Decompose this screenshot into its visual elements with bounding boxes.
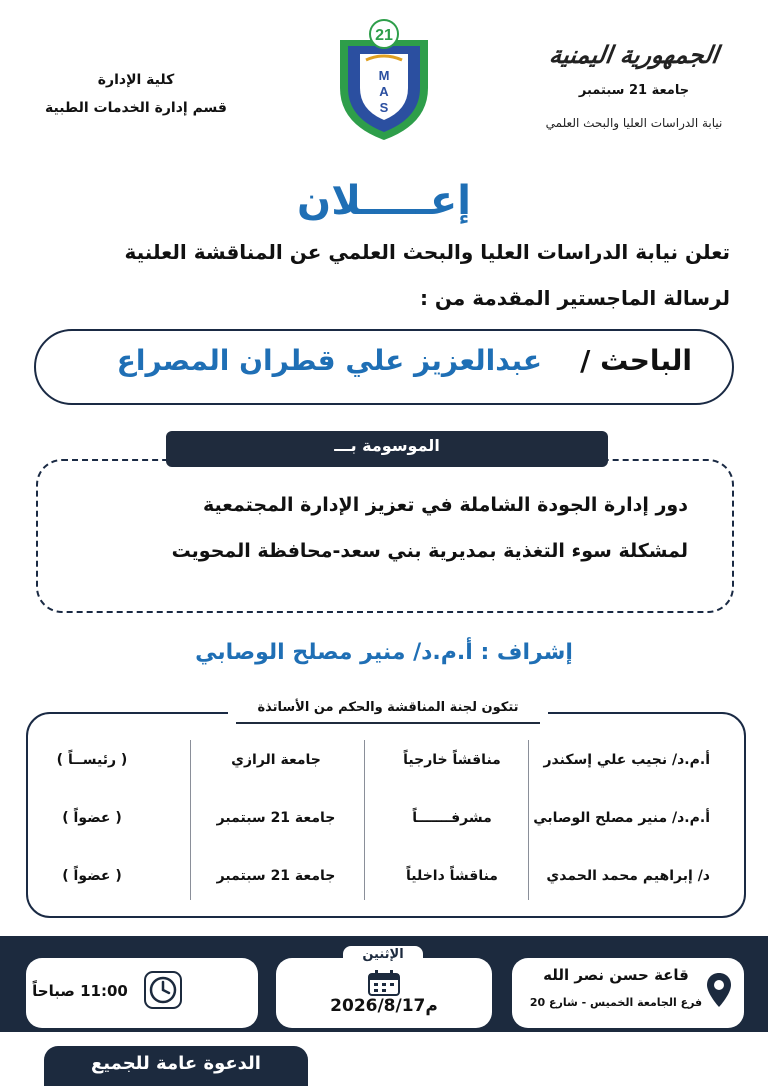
announcement-intro-line2: لرسالة الماجستير المقدمة من : [419, 286, 730, 310]
republic-calligraphy: الجمهورية اليمنية [547, 40, 721, 69]
calendar-icon [368, 970, 400, 996]
announcement-intro-line1: تعلن نيابة الدراسات العليا والبحث العلمي عن المناقشة العلنية [124, 240, 730, 264]
committee-title: تتكون لجنة المناقشة والحكم من الأساتذة [257, 700, 519, 715]
clock-icon [144, 971, 182, 1009]
location-pin-icon [706, 972, 732, 1008]
thesis-title-line2: لمشكلة سوء التغذية بمديرية بني سعد-محافظة المحويت [171, 540, 688, 562]
university-logo [330, 18, 438, 144]
vice-presidency-name: نيابة الدراسات العليا والبحث العلمي [545, 116, 723, 130]
committee-member-university: جامعة 21 سبتمبر [216, 868, 336, 884]
supervision-line: إشراف : أ.م.د/ منير مصلح الوصابي [195, 640, 573, 665]
thesis-tab-label: الموسومة بـــ [334, 436, 440, 455]
event-date: 2026/8/17م [330, 996, 438, 1016]
header-institution [534, 40, 734, 130]
researcher-name: عبدالعزيز علي قطران المصراع [116, 344, 542, 377]
university-name: جامعة 21 سبتمبر [578, 83, 690, 98]
college-name: كلية الإدارة [97, 72, 175, 88]
committee-member-name: أ.م.د/ نجيب علي إسكندر [543, 752, 710, 768]
committee-divider [528, 740, 529, 900]
logo-letter-s: S [379, 100, 389, 115]
logo-letter-m: M [378, 68, 390, 83]
committee-member-role: مشرفـــــــاً [412, 810, 492, 826]
committee-member-role: مناقشاً خارجياً [403, 752, 501, 768]
invitation-text: الدعوة عامة للجميع [91, 1053, 261, 1074]
department-name: قسم إدارة الخدمات الطبية [45, 100, 227, 116]
committee-member-university: جامعة 21 سبتمبر [216, 810, 336, 826]
committee-divider [190, 740, 191, 900]
thesis-title-line1: دور إدارة الجودة الشاملة في تعزيز الإدارة المجتمعية [202, 494, 688, 516]
header-college [36, 66, 236, 122]
venue-detail: فرع الجامعة الخميس - شارع 20 [529, 996, 703, 1009]
committee-divider [364, 740, 365, 900]
announcement-title: إعـــــلان [297, 178, 471, 224]
thesis-box [36, 459, 734, 613]
logo-letter-a: A [379, 84, 389, 99]
committee-member-role: مناقشاً داخلياً [406, 868, 498, 884]
committee-title-underline [236, 722, 540, 724]
logo-number: 21 [375, 27, 393, 44]
committee-member-position: ( عضواً ) [62, 868, 122, 884]
committee-member-position: ( عضواً ) [62, 810, 122, 826]
event-time: 11:00 صباحاً [32, 982, 128, 1000]
researcher-label: الباحث / [580, 344, 692, 377]
committee-member-position: ( رئيســاً ) [56, 752, 128, 768]
committee-member-name: د/ إبراهيم محمد الحمدي [546, 868, 710, 884]
venue-name: قاعة حسن نصر الله [543, 966, 689, 984]
committee-member-university: جامعة الرازي [231, 752, 321, 768]
event-day: الإثنين [362, 947, 404, 962]
committee-member-name: أ.م.د/ منير مصلح الوصابي [533, 810, 710, 826]
